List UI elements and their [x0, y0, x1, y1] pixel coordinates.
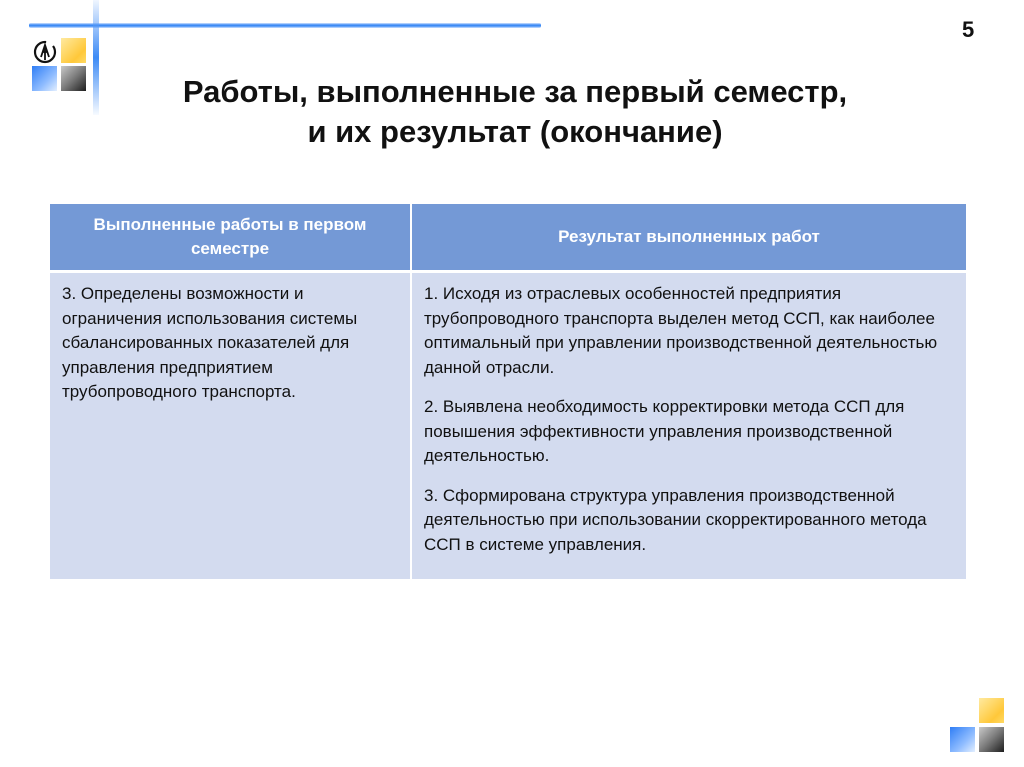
results-cell [411, 272, 966, 580]
title-line-1: Работы, выполненные за первый семестр, [182, 74, 848, 109]
university-emblem-icon [33, 40, 57, 64]
completed-work-cell [50, 272, 411, 580]
header-results: Результат выполненных работ [411, 204, 966, 272]
slide-title [100, 72, 930, 152]
vertical-blue-rule [93, 0, 99, 115]
slide-number: 5 [962, 17, 975, 42]
decor-square-yellow-bottom [979, 698, 1004, 723]
table-header-row [50, 204, 966, 272]
result-item-1: 1. Исходя из отраслевых особенностей предприятия трубопроводного транспорта выделен метод ССП, как наиболее оптимальный при управлении производственной деятельностью данной отрасли. [424, 284, 938, 377]
decor-square-gray [61, 66, 86, 91]
title-line-2: и их результат (окончание) [307, 114, 723, 149]
decor-square-blue [32, 66, 57, 91]
top-blue-rule [29, 23, 541, 28]
decor-square-yellow [61, 38, 86, 63]
results-table [50, 204, 966, 579]
decor-square-gray-bottom [979, 727, 1004, 752]
table-row [50, 272, 966, 580]
decor-square-blue-bottom [950, 727, 975, 752]
result-item-3: 3. Сформирована структура управления производственной деятельностью при использовании скорректированного метода ССП в системе управления. [424, 485, 927, 554]
result-item-2: 2. Выявлена необходимость корректировки метода ССП для повышения эффективности управления производственной деятельностью. [424, 397, 905, 465]
header-completed-work: Выполненные работы в первом семестре [50, 204, 411, 272]
completed-work-text: 3. Определены возможности и ограничения использования системы сбалансированных показателей для управления предприятием трубопроводного транспорта. [62, 284, 358, 401]
